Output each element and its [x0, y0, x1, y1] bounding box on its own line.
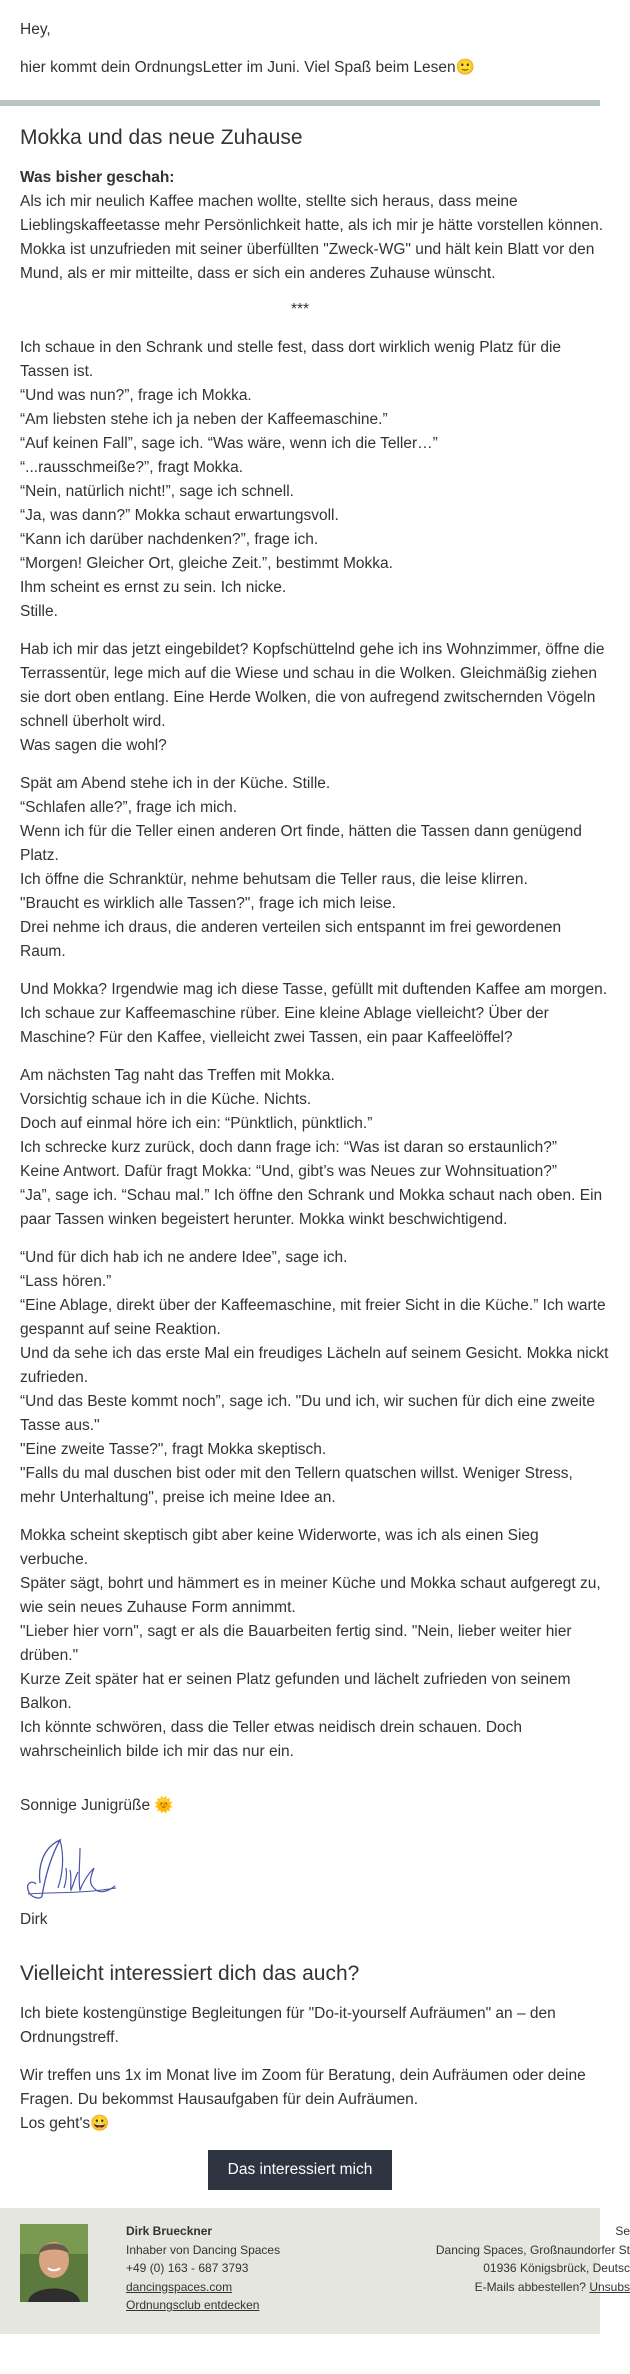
- text-line: Tasse aus.": [20, 1417, 100, 1434]
- story-paragraph: [20, 1524, 601, 1764]
- text-line: “Und für dich hab ich ne andere Idee”, sage ich.: [20, 1249, 348, 1266]
- story-paragraph: [20, 772, 580, 964]
- text-line: Hab ich mir das jetzt eingebildet? Kopfschüttelnd gehe ich ins Wohnzimmer, öffne die: [20, 641, 605, 658]
- intro-line: hier kommt dein OrdnungsLetter im Juni. Viel Spaß beim Lesen🙂: [20, 59, 475, 76]
- profile-photo: [20, 2224, 88, 2302]
- text-line: “Auf keinen Fall”, sage ich. “Was wäre, wenn ich die Teller…”: [20, 435, 438, 452]
- text-line: Ich biete kostengünstige Begleitungen für "Do-it-yourself Aufräumen" an – den: [20, 2005, 556, 2022]
- text-line: "Falls du mal duschen bist oder mit den Tellern quatschen willst. Weniger Stress,: [20, 1465, 573, 1482]
- text-line: Fragen. Du bekommst Hausaufgaben für dein Aufräumen.: [20, 2091, 419, 2108]
- text-line: Ich könnte schwören, dass die Teller etwas neidisch drein schauen. Doch: [20, 1719, 523, 1736]
- text-line: Wir treffen uns 1x im Monat live im Zoom für Beratung, dein Aufräumen oder deine: [20, 2067, 586, 2084]
- footer-right-title: Se: [615, 2224, 630, 2238]
- text-line: “Und was nun?”, frage ich Mokka.: [20, 387, 252, 404]
- text-line: “Ja, was dann?” Mokka schaut erwartungsvoll.: [20, 507, 339, 524]
- text-line: drüben.": [20, 1647, 79, 1664]
- cta-container: [20, 2150, 580, 2190]
- greeting: Hey,: [20, 21, 51, 38]
- text-line: Los geht's😀: [20, 2115, 110, 2132]
- text-line: Ich schaue in den Schrank und stelle fest, dass dort wirklich wenig Platz für die: [20, 339, 562, 356]
- text-line: Keine Antwort. Dafür fragt Mokka: “Und, gibt’s was Neues zur Wohnsituation?”: [20, 1163, 558, 1180]
- story-paragraph: [20, 336, 580, 624]
- text-line: Balkon.: [20, 1695, 72, 1712]
- text-line: Ich schaue zur Kaffeemaschine rüber. Eine kleine Ablage vielleicht? Über der: [20, 1005, 549, 1022]
- promo-title: Vielleicht interessiert dich das auch?: [20, 1962, 360, 1985]
- text-line: Am nächsten Tag naht das Treffen mit Mokka.: [20, 1067, 335, 1084]
- text-line: “Ja”, sage ich. “Schau mal.” Ich öffne den Schrank und Mokka schaut nach oben. Ein: [20, 1187, 603, 1204]
- text-line: sie dort oben entlang. Eine Herde Wolken, die von aufregend zwitschernden Vögeln: [20, 689, 596, 706]
- unsubscribe-text: E-Mails abbestellen?: [474, 2279, 586, 2294]
- text-line: Und Mokka? Irgendwie mag ich diese Tasse, gefüllt mit duftenden Kaffee am morgen.: [20, 981, 608, 998]
- text-line: Kurze Zeit später hat er seinen Platz gefunden und lächelt zufrieden von seinem: [20, 1671, 571, 1688]
- story-paragraph: [20, 638, 605, 758]
- text-line: Mund, als er mir mitteilte, dass er sich ein anderes Zuhause wünscht.: [20, 265, 496, 282]
- article-title: Mokka und das neue Zuhause: [20, 126, 303, 149]
- text-line: Ich schrecke kurz zurück, doch dann frage ich: “Was ist daran so erstaunlich?”: [20, 1139, 557, 1156]
- text-line: Stille.: [20, 603, 58, 620]
- website-link[interactable]: dancingspaces.com: [126, 2279, 233, 2294]
- intro-section: [0, 0, 600, 80]
- promo-paragraphs: [20, 2002, 586, 2136]
- text-line: "Eine zweite Tasse?", fragt Mokka skeptisch.: [20, 1441, 327, 1458]
- text-line: paar Tassen winken begeistert herunter. Mokka winkt beschwichtigend.: [20, 1211, 508, 1228]
- text-line: wahrscheinlich bilde ich mir das nur ein.: [20, 1743, 294, 1760]
- text-line: Raum.: [20, 943, 66, 960]
- text-line: “Und das Beste kommt noch”, sage ich. "Du und ich, wir suchen für dich eine zweite: [20, 1393, 595, 1410]
- club-link[interactable]: Ordnungsclub entdecken: [126, 2298, 260, 2312]
- text-line: verbuche.: [20, 1551, 89, 1568]
- story-paragraph: [20, 978, 608, 1050]
- text-line: “Kann ich darüber nachdenken?”, frage ich.: [20, 531, 319, 548]
- signoff-greeting: Sonnige Junigrüße 🌞: [20, 1797, 174, 1814]
- text-line: Mokka ist unzufrieden mit seiner überfüllten "Zweck-WG" und hält kein Blatt vor den: [20, 241, 595, 258]
- text-line: “Lass hören.”: [20, 1273, 112, 1290]
- text-line: Platz.: [20, 847, 59, 864]
- text-line: “Schlafen alle?”, frage ich mich.: [20, 799, 238, 816]
- text-line: “Eine Ablage, direkt über der Kaffeemaschine, mit freier Sicht in die Küche.” Ich warte: [20, 1297, 606, 1314]
- text-line: Wenn ich für die Teller einen anderen Ort finde, hätten die Tassen dann genügend: [20, 823, 582, 840]
- separator: ***: [290, 301, 310, 318]
- text-line: zufrieden.: [20, 1369, 89, 1386]
- text-line: Später sägt, bohrt und hämmert es in meiner Küche und Mokka schaut aufgeregt zu,: [20, 1575, 601, 1592]
- text-line: "Braucht es wirklich alle Tassen?", frage ich mich leise.: [20, 895, 396, 912]
- section-divider: [0, 100, 600, 106]
- text-line: Tassen ist.: [20, 363, 94, 380]
- footer-company-name: Dancing Spaces, Großnaundorfer St: [435, 2242, 630, 2257]
- signoff-name: Dirk: [20, 1911, 48, 1928]
- text-line: “Nein, natürlich nicht!”, sage ich schnell.: [20, 483, 294, 500]
- promo-paragraph: [20, 2064, 586, 2136]
- text-line: “Morgen! Gleicher Ort, gleiche Zeit.”, bestimmt Mokka.: [20, 555, 393, 572]
- interest-button[interactable]: Das interessiert mich: [208, 2150, 393, 2190]
- footer-address: 01936 Königsbrück, Deutsc: [483, 2261, 630, 2275]
- article-section: [0, 126, 609, 2190]
- text-line: Ordnungstreff.: [20, 2029, 119, 2046]
- footer-contact: [126, 2222, 280, 2315]
- text-line: wie sein neues Zuhause Form annimmt.: [20, 1599, 296, 1616]
- footer-name: Dirk Brueckner: [126, 2224, 213, 2238]
- text-line: Ihm scheint es ernst zu sein. Ich nicke.: [20, 579, 287, 596]
- text-line: Drei nehme ich draus, die anderen verteilen sich entspannt im frei gewordenen: [20, 919, 562, 936]
- text-line: Mokka scheint skeptisch gibt aber keine Widerworte, was ich als einen Sieg: [20, 1527, 539, 1544]
- story-paragraph: [20, 1064, 603, 1232]
- avatar: [20, 2224, 88, 2302]
- story-paragraphs: [20, 336, 609, 1764]
- text-line: mehr Unterhaltung", preise ich meine Idee an.: [20, 1489, 336, 1506]
- text-line: Maschine? Für den Kaffee, vielleicht zwei Tassen, ein paar Kaffeelöffel?: [20, 1029, 513, 1046]
- text-line: Lieblingskaffeetasse mehr Persönlichkeit hatte, als ich mir je hätte vorstellen können.: [20, 217, 603, 234]
- text-line: Was sagen die wohl?: [20, 737, 167, 754]
- promo-paragraph: [20, 2002, 580, 2050]
- text-line: Vorsichtig schaue ich in die Küche. Nichts.: [20, 1091, 312, 1108]
- footer-phone: +49 (0) 163 - 687 3793: [126, 2261, 249, 2275]
- text-line: Als ich mir neulich Kaffee machen wollte, stellte sich heraus, dass meine: [20, 193, 518, 210]
- text-line: "Lieber hier vorn", sagt er als die Bauarbeiten fertig sind. "Nein, lieber weiter hier: [20, 1623, 572, 1640]
- text-line: “Am liebsten stehe ich ja neben der Kaffeemaschine.”: [20, 411, 388, 428]
- text-line: Und da sehe ich das erste Mal ein freudiges Lächeln auf seinem Gesicht. Mokka nickt: [20, 1345, 609, 1362]
- text-line: gespannt auf seine Reaktion.: [20, 1321, 221, 1338]
- story-paragraph: [20, 1246, 609, 1510]
- text-line: Ich öffne die Schranktür, nehme behutsam die Teller raus, die leise klirren.: [20, 871, 528, 888]
- text-line: schnell überholt wird.: [20, 713, 166, 730]
- recap-paragraph: [20, 190, 603, 286]
- text-line: “...rausschmeiße?”, fragt Mokka.: [20, 459, 244, 476]
- footer: [0, 2208, 630, 2334]
- footer-role: Inhaber von Dancing Spaces: [126, 2242, 281, 2257]
- text-line: Terrassentür, lege mich auf die Wiese und schau in die Wolken. Gleichmäßig ziehen: [20, 665, 597, 682]
- text-line: Doch auf einmal höre ich ein: “Pünktlich, pünktlich.”: [20, 1115, 373, 1132]
- footer-company: [436, 2222, 630, 2296]
- handwritten-signature: [20, 1828, 120, 1908]
- unsubscribe-link[interactable]: Unsubs: [589, 2279, 630, 2294]
- recap-heading: Was bisher geschah:: [20, 169, 175, 186]
- signoff: [20, 1794, 580, 1932]
- text-line: Spät am Abend stehe ich in der Küche. Stille.: [20, 775, 331, 792]
